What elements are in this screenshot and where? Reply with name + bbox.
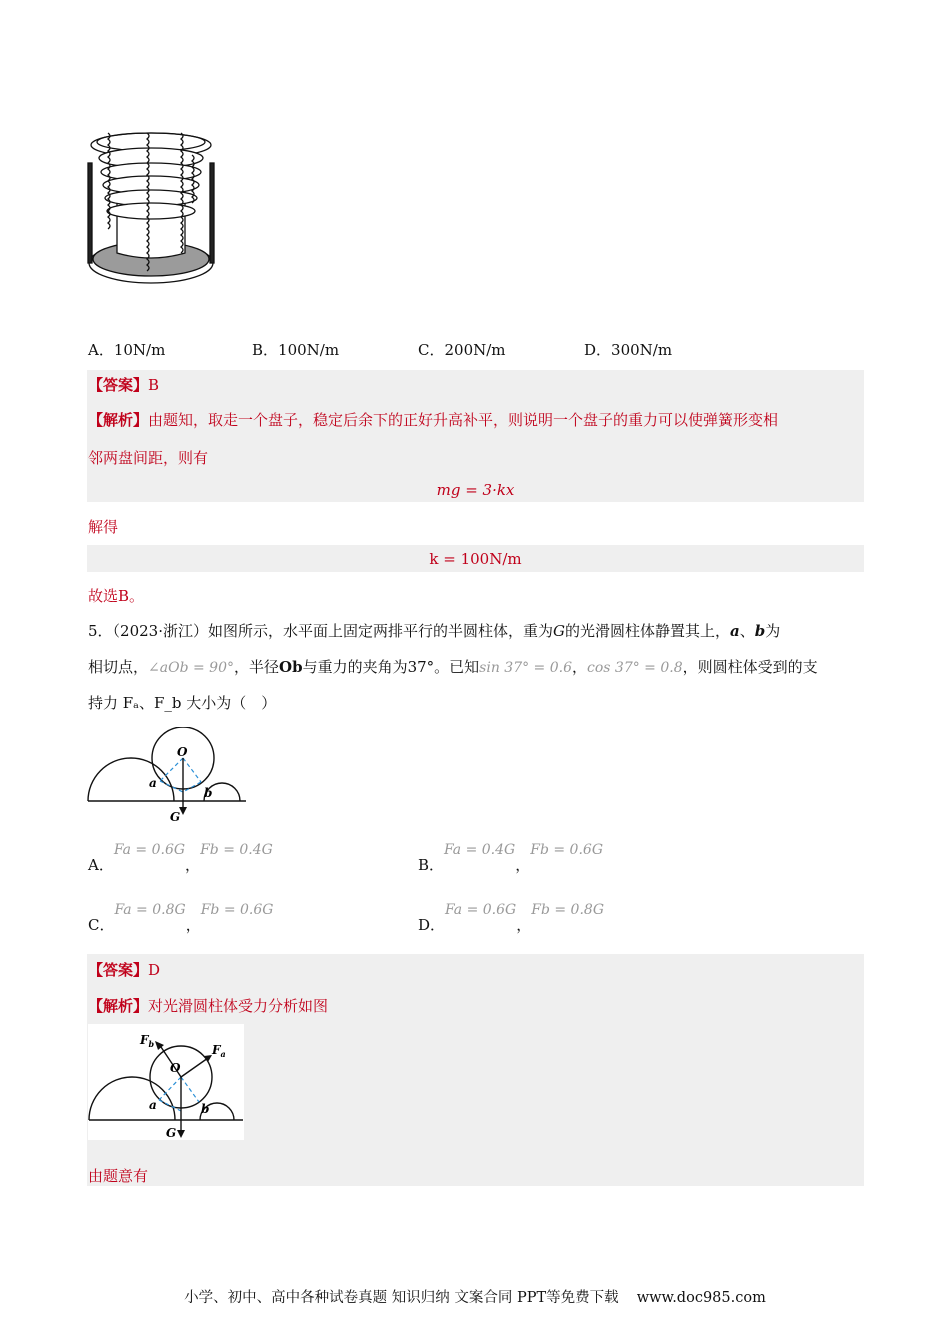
q5-option-b: B．Fa = 0.4G，Fb = 0.6G — [418, 842, 604, 874]
q5-stem-line2: 相切点，∠aOb = 90°，半径Ob与重力的夹角为37°。已知sin 37° = 0.6，cos 37° = 0.8，则圆柱体受到的支 — [88, 658, 818, 676]
label-O: O — [170, 1061, 181, 1075]
q5-answer: 【答案】D — [88, 961, 161, 979]
label-a: a — [149, 776, 157, 790]
label-a: a — [149, 1098, 157, 1112]
q4-option-d: D．300N/m — [584, 341, 673, 359]
label-O: O — [177, 745, 188, 759]
q5-stem-line3: 持力 Fₐ、F_b 大小为（ ） — [88, 694, 277, 712]
q4-option-a: A．10N/m — [88, 341, 166, 359]
q5-option-c: C．Fa = 0.8G，Fb = 0.6G — [88, 902, 274, 934]
q4-option-b: B．100N/m — [252, 341, 340, 359]
q4-solve-text: 解得 — [88, 518, 119, 536]
label-b: b — [201, 1102, 210, 1116]
label-Fa: $F_a$ — [212, 1043, 226, 1059]
q4-answer: 【答案】B — [88, 376, 160, 394]
page-footer: 小学、初中、高中各种试卷真题 知识归纳 文案合同 PPT等免费下载 www.doc985.com — [184, 1290, 766, 1306]
spring-plates-figure — [84, 125, 219, 300]
footer-url[interactable]: www.doc985.com — [636, 1290, 766, 1306]
q5-cylinder-figure — [86, 727, 248, 827]
q5-next-text: 由题意有 — [88, 1167, 149, 1185]
q4-conclusion: 故选B。 — [88, 587, 145, 605]
q5-option-a: A．Fa = 0.6G，Fb = 0.4G — [88, 842, 273, 874]
q4-equation-2: k = 100N/m — [429, 550, 522, 568]
q5-stem-line1: 5．（2023·浙江）如图所示，水平面上固定两排平行的半圆柱体，重为G的光滑圆柱体静置其上，a、b为 — [88, 622, 781, 640]
q4-analysis-line2: 邻两盘间距，则有 — [88, 449, 209, 467]
q5-option-d: D．Fa = 0.6G，Fb = 0.8G — [418, 902, 605, 934]
q5-force-figure — [88, 1024, 244, 1140]
q4-equation-1: mg = 3·kx — [436, 481, 515, 499]
label-G: G — [170, 810, 181, 824]
label-b: b — [204, 786, 213, 800]
q4-option-c: C．200N/m — [418, 341, 506, 359]
label-Fb: $F_b$ — [140, 1033, 155, 1049]
label-G: G — [166, 1126, 177, 1140]
q4-analysis-line1: 【解析】由题知，取走一个盘子，稳定后余下的正好升高补平，则说明一个盘子的重力可以使弹簧形变相 — [88, 411, 779, 429]
q5-analysis: 【解析】对光滑圆柱体受力分析如图 — [88, 997, 329, 1015]
